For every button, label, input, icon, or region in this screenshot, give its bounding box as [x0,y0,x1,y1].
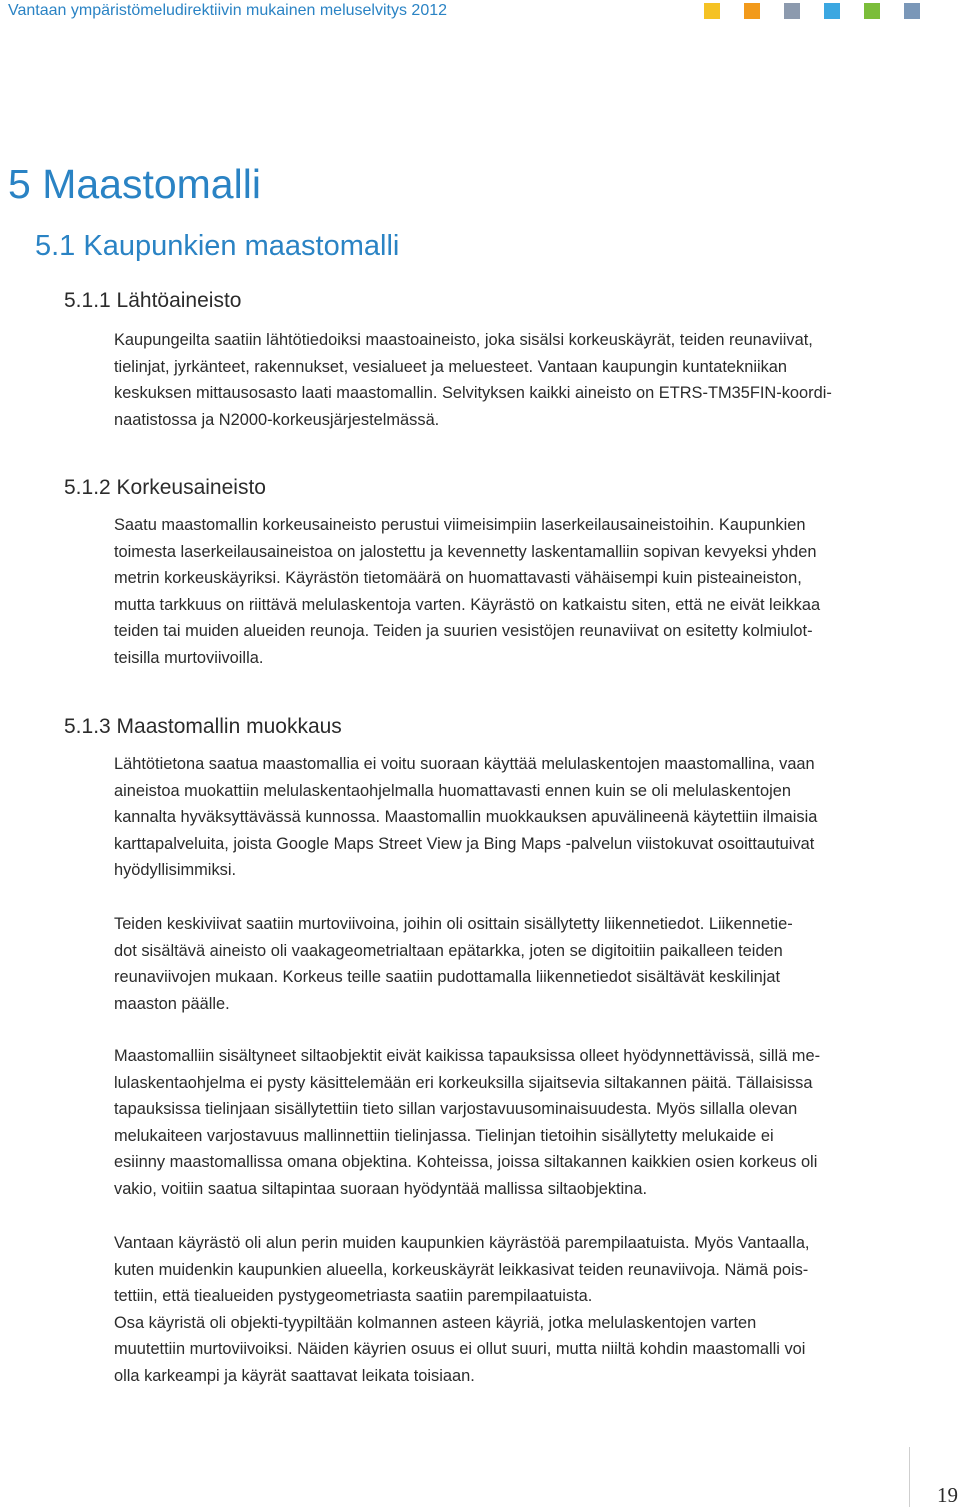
text-line: Saatu maastomallin korkeusaineisto perustui viimeisimpiin laserkeilausaineistoihin. Kaupunkien [114,516,806,534]
subsection-title: 5.1.3 Maastomallin muokkaus [64,715,342,738]
paragraph [114,512,934,672]
paragraph [114,1230,934,1390]
subsection-title: 5.1.2 Korkeusaineisto [64,476,266,499]
chapter-title: 5 Maastomalli [8,161,261,207]
paragraph [114,911,934,1017]
subsection-title: 5.1.1 Lähtöaineisto [64,289,242,312]
text-line: karttapalveluita, joista Google Maps Street View ja Bing Maps -palvelun viistokuvat osoittautuivat [114,834,815,853]
text-line: Teiden keskiviivat saatiin murtoviivoina, joihin oli osittain sisällytetty liikennetiedot. Liikennetie- [114,915,793,933]
text-line: teiden tai muiden alueiden reunoja. Teiden ja suurien vesistöjen reunaviivat on esitetty kolmiulot- [114,622,813,641]
text-line: Maastomalliin sisältyneet siltaobjektit eivät kaikissa tapauksissa olleet hyödynnettävissä, sillä me- [114,1047,821,1065]
square-steel [904,3,920,19]
text-line: metrin korkeuskäyriksi. Käyrästön tietomäärä on huomattavasti vähäisempi kuin pisteaineiston, [114,569,802,588]
text-line: muutettiin murtoviivoiksi. Näiden käyrien osuus ei ollut suuri, mutta niiltä kohdin maastomalli voi [114,1340,806,1359]
text-line: Osa käyristä oli objekti-tyypiltään kolmannen asteen käyriä, jotka melulaskentojen varten [114,1313,757,1332]
square-yellow [704,3,720,19]
color-squares [680,3,920,19]
text-line: kuten muidenkin kaupunkien alueella, korkeuskäyrät leikkasivat teiden reunaviivoja. Nämä pois- [114,1260,809,1279]
paragraph [114,327,934,433]
text-line: dot sisältävä aineisto oli vaakageometrialtaan epätarkka, joten se digitoitiin paikalleen teiden [114,941,783,960]
page-number: 19 [937,1483,958,1507]
square-blue [824,3,840,19]
text-line: aineistoa muokattiin melulaskentaohjelmalla huomattavasti ennen kuin se oli melulaskentojen [114,781,791,800]
square-gray [784,3,800,19]
text-line: esiinny maastomallissa omana objektina. Kohteissa, joissa siltakannen kaikkien osien korkeus oli [114,1153,818,1172]
paragraph [114,751,934,884]
text-line: tapauksissa tielinjaan sisällytettiin tieto sillan varjostavuusominaisuudesta. Myös sillalla olevan [114,1100,798,1119]
text-line: naatistossa ja N2000-korkeusjärjestelmässä. [114,410,440,429]
paragraph [114,1043,934,1203]
text-line: Vantaan käyrästö oli alun perin muiden kaupunkien käyrästöä parempilaatuista. Myös Vantaalla, [114,1234,810,1252]
section-title: 5.1 Kaupunkien maastomalli [35,230,400,262]
running-header: Vantaan ympäristömeludirektiivin mukainen meluselvitys 2012 [8,2,448,19]
text-line: teisilla murtoviivoilla. [114,648,264,667]
text-line: maaston päälle. [114,994,230,1013]
text-line: toimesta laserkeilausaineistoa on jalostettu ja kevennetty laskentamalliin sopivan kevyeksi yhden [114,542,817,561]
text-line: melukaiteen varjostavuus mallinnettiin tielinjassa. Tielinjan tietoihin sisällytetty melukaide ei [114,1126,774,1145]
text-line: lulaskentaohjelma ei pysty käsittelemään eri korkeuksilla sijaitsevia siltakannen päitä. Tällaisissa [114,1073,813,1092]
text-line: mutta tarkkuus on riittävä melulaskentoja varten. Käyrästö on katkaistu siten, että ne eivät leikkaa [114,595,821,614]
text-line: tettiin, että tiealueiden pystygeometriasta saatiin parempilaatuista. [114,1287,593,1306]
text-line: tielinjat, jyrkänteet, rakennukset, vesialueet ja meluesteet. Vantaan kaupungin kuntatekniikan [114,357,788,376]
square-green [864,3,880,19]
text-line: kannalta hyväksyttävässä kunnossa. Maastomallin muokkauksen apuvälineenä käytettiin ilmaisia [114,808,818,827]
text-line: reunaviivojen mukaan. Korkeus teille saatiin pudottamalla liikennetiedot sisältävät keskilinjat [114,968,781,987]
text-line: Lähtötietona saatua maastomallia ei voitu suoraan käyttää melulaskentojen maastomallina, vaan [114,755,815,773]
text-line: vakio, voitiin saatua siltapintaa suoraan hyödyntää mallissa siltaobjektina. [114,1179,647,1198]
text-line: olla karkeampi ja käyrät saattavat leikata toisiaan. [114,1366,475,1385]
text-line: hyödyllisimmiksi. [114,861,237,880]
square-orange [744,3,760,19]
text-line: Kaupungeilta saatiin lähtötiedoiksi maastoaineisto, joka sisälsi korkeuskäyrät, teiden reunaviivat, [114,331,813,349]
text-line: keskuksen mittausosasto laati maastomallin. Selvityksen kaikki aineisto on ETRS-TM35FIN-koordi- [114,384,832,403]
